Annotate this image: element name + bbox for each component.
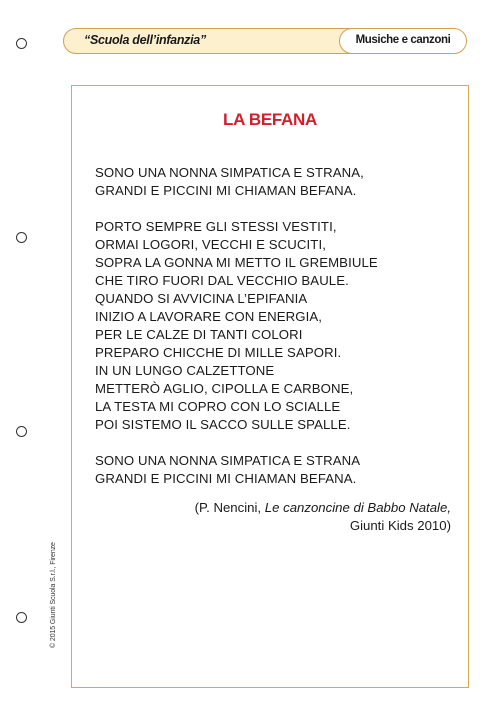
binder-hole [16,612,27,623]
poem-line: METTERÒ AGLIO, CIPOLLA E CARBONE, [95,381,354,396]
citation [195,499,451,535]
category-label: Musiche e canzoni [339,28,467,54]
citation-book: Le canzoncine di Babbo Natale, [264,500,451,515]
poem-line: POI SISTEMO IL SACCO SULLE SPALLE. [95,417,351,432]
poem-line: QUANDO SI AVVICINA L’EPIFANIA [95,291,308,306]
binder-hole [16,232,27,243]
stanza [95,164,455,200]
poem-line: ORMAI LOGORI, VECCHI E SCUCITI, [95,237,326,252]
stanza [95,218,455,434]
poem-line: PER LE CALZE DI TANTI COLORI [95,327,303,342]
poem-line: SOPRA LA GONNA MI METTO IL GREMBIULE [95,255,378,270]
poem-line: GRANDI E PICCINI MI CHIAMAN BEFANA. [95,471,357,486]
binder-hole [16,426,27,437]
poem-line: SONO UNA NONNA SIMPATICA E STRANA [95,453,361,468]
copyright-note: © 2015 Giunti Scuola S.r.l., Firenze [50,542,57,648]
citation-publisher: Giunti Kids 2010) [349,518,451,533]
stanza [95,452,455,488]
poem-body [95,164,455,506]
poem-line: SONO UNA NONNA SIMPATICA E STRANA, [95,165,364,180]
poem-title: LA BEFANA [223,110,317,129]
poem-line: LA TESTA MI COPRO CON LO SCIALLE [95,399,341,414]
binder-hole [16,38,27,49]
poem-line: CHE TIRO FUORI DAL VECCHIO BAULE. [95,273,349,288]
header-bar [63,28,467,54]
poem-line: GRANDI E PICCINI MI CHIAMAN BEFANA. [95,183,357,198]
poem-line: IN UN LUNGO CALZETTONE [95,363,275,378]
poem-line: PREPARO CHICCHE DI MILLE SAPORI. [95,345,342,360]
poem-line: INIZIO A LAVORARE CON ENERGIA, [95,309,322,324]
citation-author: (P. Nencini, [194,500,265,515]
section-label: “Scuola dell’infanzia” [84,33,206,47]
poem-line: PORTO SEMPRE GLI STESSI VESTITI, [95,219,337,234]
